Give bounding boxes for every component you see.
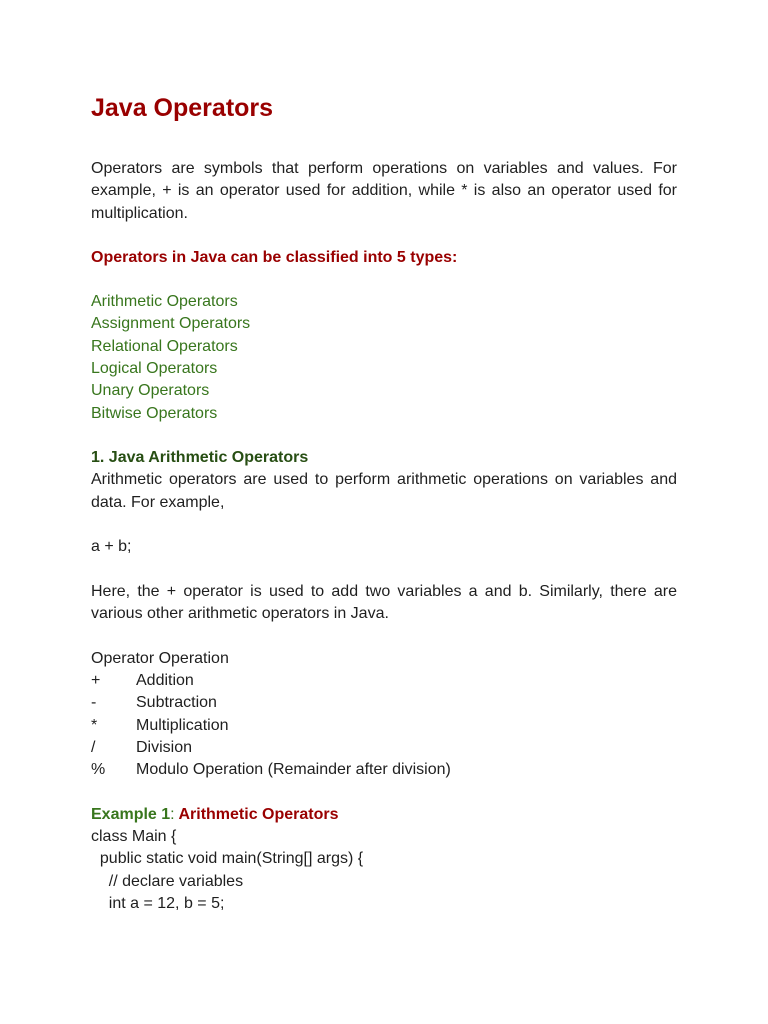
example-title: Arithmetic Operators — [178, 805, 339, 823]
operator-operation: Division — [136, 738, 193, 756]
operator-table-header: Operator Operation — [91, 649, 229, 667]
code-line: int a = 12, b = 5; — [91, 894, 225, 912]
list-item: Assignment Operators — [91, 315, 251, 333]
page-title: Java Operators — [91, 94, 274, 122]
operator-types-list — [91, 291, 677, 425]
code-line: class Main { — [91, 828, 177, 846]
operator-symbol: % — [91, 761, 106, 779]
list-item: Bitwise Operators — [91, 404, 218, 422]
operator-symbol: - — [91, 694, 97, 712]
section-description: Arithmetic operators are used to perform arithmetic operations on variables and data. For example, — [91, 471, 677, 511]
operator-operation: Subtraction — [136, 694, 217, 712]
code-line: // declare variables — [91, 872, 244, 890]
code-snippet: a + b; — [91, 538, 132, 556]
table-row — [91, 759, 677, 781]
table-row — [91, 670, 677, 692]
list-item: Unary Operators — [91, 382, 210, 400]
operator-symbol: * — [91, 716, 98, 734]
operator-symbol: + — [91, 671, 101, 689]
list-item: Logical Operators — [91, 360, 218, 378]
operator-operation: Addition — [136, 671, 194, 689]
explanation-paragraph: Here, the + operator is used to add two variables a and b. Similarly, there are various other arithmetic operators in Java. — [91, 582, 677, 623]
section-heading: 1. Java Arithmetic Operators — [91, 448, 309, 466]
operator-operation: Multiplication — [136, 716, 229, 734]
intro-paragraph: Operators are symbols that perform operations on variables and values. For example, + is an operator used for addition, while * is also an operator used for multiplication. — [91, 160, 677, 222]
classification-heading: Operators in Java can be classified into 5 types: — [91, 248, 458, 266]
operator-symbol: / — [91, 738, 96, 756]
code-block — [91, 826, 677, 915]
operator-table — [91, 670, 677, 781]
table-row — [91, 737, 677, 759]
example-colon: : — [170, 805, 175, 823]
list-item: Arithmetic Operators — [91, 293, 238, 311]
operator-operation: Modulo Operation (Remainder after division) — [136, 761, 451, 779]
code-line: public static void main(String[] args) { — [91, 850, 364, 868]
table-row — [91, 715, 677, 737]
example-heading — [91, 804, 677, 826]
list-item: Relational Operators — [91, 337, 238, 355]
table-row — [91, 692, 677, 714]
example-label: Example 1 — [91, 805, 171, 823]
